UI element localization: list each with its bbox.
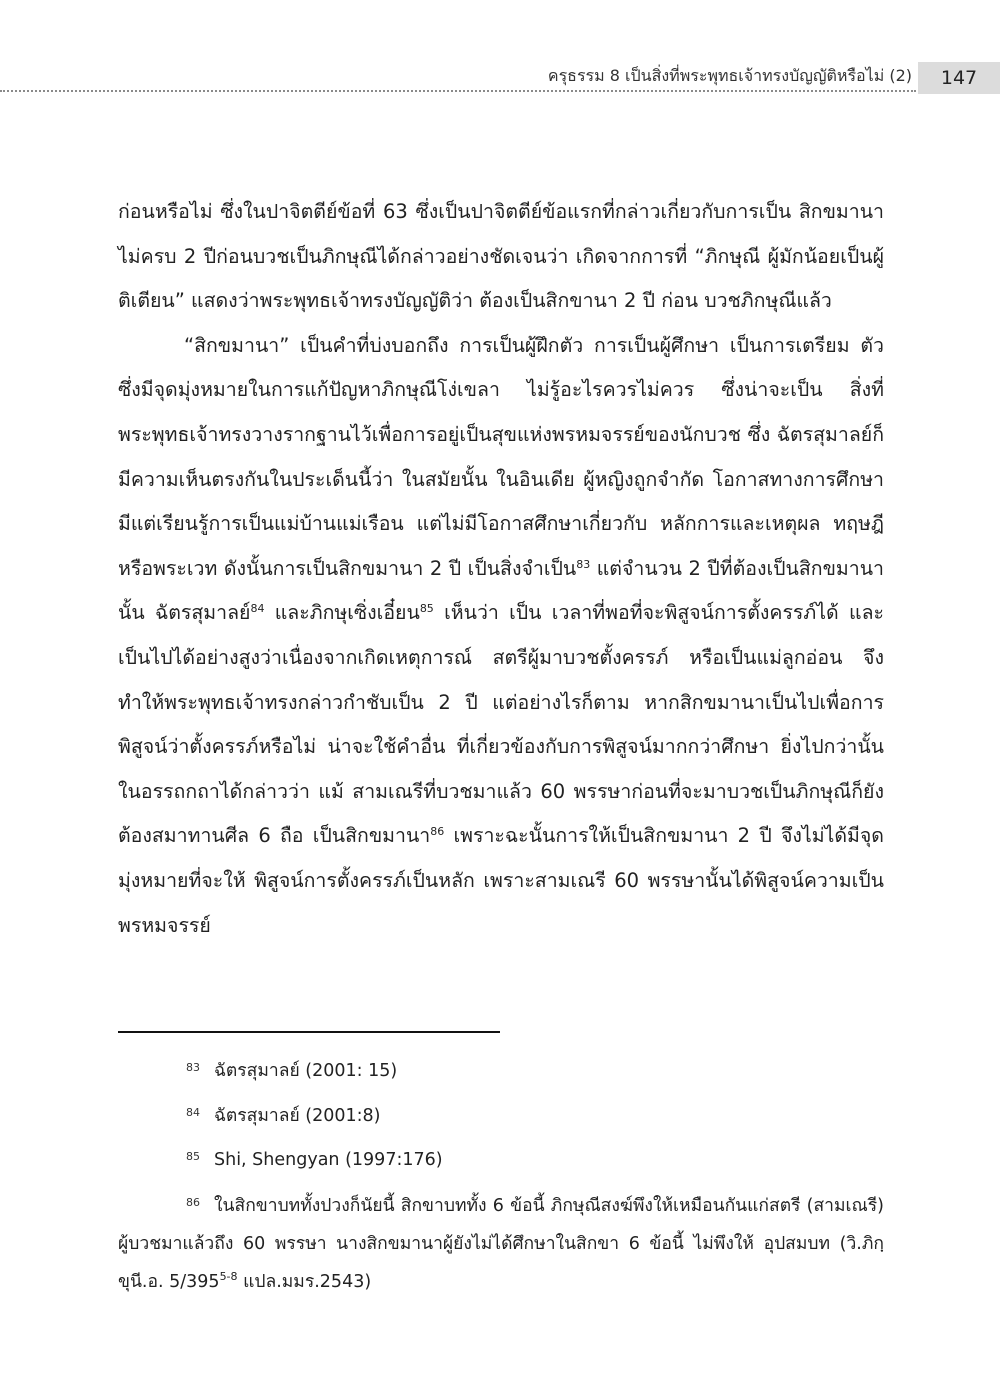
- footnote-84: [118, 1093, 884, 1138]
- footnote-number: 86: [186, 1195, 200, 1209]
- chapter-title: ครุธรรม 8 เป็นสิ่งที่พระพุทธเจ้าทรงบัญญัติหรือไม่ (2): [547, 66, 912, 85]
- footnote-text-tail: แปล.มมร.2543): [237, 1271, 372, 1292]
- footnote-ref-86[interactable]: 86: [430, 825, 445, 839]
- footnote-number: 85: [186, 1150, 200, 1163]
- footnote-ref-85[interactable]: 85: [419, 602, 434, 616]
- footnote-superscript: 5-8: [219, 1269, 238, 1283]
- footnote-text: ฉัตรสุมาลย์ (2001: 15): [214, 1061, 398, 1081]
- body-text: [118, 190, 884, 948]
- paragraph-text: ก่อนหรือไม่ ซึ่งในปาจิตตีย์ข้อที่ 63 ซึ่งเป็นปาจิตตีย์ข้อแรกที่กล่าวเกี่ยวกับการเป็น สิกขมานาไม่ครบ 2 ปีก่อนบวชเป็นภิกษุณีได้กล่าวอย่างชัดเจนว่า เกิดจากการที่ “ภิกษุณี ผู้มักน้อยเป็นผู้ติเตียน” แสดงว่าพระพุทธเจ้าทรงบัญญัติว่า ต้องเป็นสิกขานา 2 ปี ก่อน บวชภิกษุณีแล้ว: [118, 200, 884, 313]
- footnote-86: [118, 1184, 884, 1301]
- footnote-text: ฉัตรสุมาลย์ (2001:8): [214, 1105, 381, 1126]
- footnote-number: 83: [186, 1061, 200, 1074]
- paragraph: [118, 190, 884, 324]
- page-number: 147: [918, 62, 1000, 94]
- footnote-ref-83[interactable]: 83: [576, 557, 591, 571]
- paragraph-text: เพราะฉะนั้นการให้เป็นสิกขมานา 2 ปี จึงไม่ได้มีจุดมุ่งหมายที่จะให้ พิสูจน์การตั้งครรภ์เป็นหลัก เพราะสามเณรี 60 พรรษานั้นได้พิสูจน์ความเป็นพรหมจรรย์: [118, 824, 884, 937]
- footnote-text: Shi, Shengyan (1997:176): [214, 1150, 443, 1170]
- footnote-text: ในสิกขาบททั้งปวงก็นัยนี้ สิกขาบททั้ง 6 ข้อนี้ ภิกษุณีสงฆ์พึงให้เหมือนกันแก่สตรี (สามเณรี) ผู้บวชมาแล้วถึง 60 พรรษา นางสิกขมานาผู้ยังไม่ได้ศึกษาในสิกขา 6 ข้อนี้ ไม่พึงให้ อุปสมบท (วิ.ภิกฺขุนี.อ. 5/395: [118, 1195, 884, 1292]
- paragraph: [118, 324, 884, 948]
- paragraph-text: แต่จำนวน 2 ปีที่ต้องเป็นสิกขมานานั้น ฉัตรสุมาลย์: [118, 556, 884, 625]
- paragraph-text: “สิกขมานา” เป็นคำที่บ่งบอกถึง การเป็นผู้ฝึกตัว การเป็นผู้ศึกษา เป็นการเตรียม ตัว ซึ่งมีจุดมุ่งหมายในการแก้ปัญหาภิกษุณีโง่เขลา ไม่รู้อะไรควรไม่ควร ซึ่งน่าจะเป็น สิ่งที่พระพุทธเจ้าทรงวางรากฐานไว้เพื่อการอยู่เป็นสุขแห่งพรหมจรรย์ของนักบวช ซึ่ง ฉัตรสุมาลย์ก็มีความเห็นตรงกันในประเด็นนี้ว่า ในสมัยนั้น ในอินเดีย ผู้หญิงถูกจำกัด โอกาสทางการศึกษา มีแต่เรียนรู้การเป็นแม่บ้านแม่เรือน แต่ไม่มีโอกาสศึกษาเกี่ยวกับ หลักการและเหตุผล ทฤษฎี หรือพระเวท ดังนั้นการเป็นสิกขมานา 2 ปี เป็นสิ่งจำเป็น: [118, 333, 884, 580]
- footnote-83: [118, 1048, 884, 1093]
- footnote-number: 84: [186, 1105, 200, 1119]
- header-dotted-rule: [0, 90, 916, 92]
- footnote-separator: [118, 1031, 500, 1033]
- footnotes: [118, 1048, 884, 1301]
- footnote-85: [118, 1137, 884, 1182]
- running-header: [0, 62, 1000, 94]
- paragraph-text: และภิกษุเซิ่งเอี๋ยน: [264, 601, 420, 625]
- paragraph-text: เห็นว่า เป็น เวลาที่พอที่จะพิสูจน์การตั้งครรภ์ได้ และเป็นไปได้อย่างสูงว่าเนื่องจากเกิดเหตุการณ์ สตรีผู้มาบวชตั้งครรภ์ หรือเป็นแม่ลูกอ่อน จึงทำให้พระพุทธเจ้าทรงกล่าวกำชับเป็น 2 ปี แต่อย่างไรก็ตาม หากสิกขมานาเป็นไปเพื่อการพิสูจน์ว่าตั้งครรภ์หรือไม่ น่าจะใช้คำอื่น ที่เกี่ยวข้องกับการพิสูจน์มากกว่าศึกษา ยิ่งไปกว่านั้นในอรรถกถาได้กล่าวว่า แม้ สามเณรีที่บวชมาแล้ว 60 พรรษาก่อนที่จะมาบวชเป็นภิกษุณีก็ยังต้องสมาทานศีล 6 ถือ เป็นสิกขมานา: [118, 601, 885, 848]
- footnote-ref-84[interactable]: 84: [250, 602, 265, 616]
